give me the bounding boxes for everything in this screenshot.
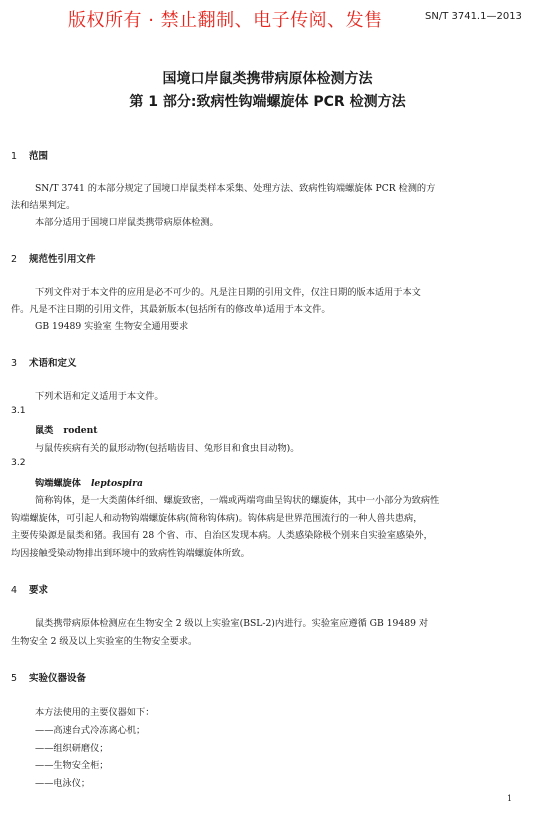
paragraph-line: SN/T 3741 的本部分规定了国境口岸鼠类样本采集、处理方法、致病性钩端螺旋体 PCR 检测的方: [35, 183, 436, 194]
copyright-watermark: 版权所有 · 禁止翻制、电子传阅、发售: [68, 10, 383, 31]
section-title: 规范性引用文件: [29, 254, 96, 265]
document-subtitle: 第 1 部分:致病性钩端螺旋体 PCR 检测方法: [129, 94, 406, 110]
term-zh: 鼠类: [35, 425, 54, 436]
term-rodent: [35, 422, 98, 436]
paragraph-line: 钩端螺旋体，可引起人和动物钩端螺旋体病(简称钩体病)。钩体病是世界范围流行的一种人兽共患病，: [11, 513, 423, 524]
list-item: ——组织研磨仪；: [35, 743, 109, 754]
normative-reference: GB 19489 实验室 生物安全通用要求: [35, 321, 189, 332]
section-2-heading: [11, 251, 96, 265]
section-title: 实验仪器设备: [29, 673, 87, 684]
standard-number: SN/T 3741.1—2013: [425, 11, 522, 22]
term-leptospira: [35, 475, 143, 489]
paragraph-line: 法和结果判定。: [11, 200, 76, 211]
paragraph-line: 本方法使用的主要仪器如下：: [35, 707, 155, 718]
section-4-heading: [11, 582, 48, 596]
paragraph-line: 鼠类携带病原体检测应在生物安全 2 级以上实验室(BSL-2)内进行。实验室应遵循 GB 19489 对: [35, 618, 429, 629]
paragraph-line: 下列文件对于本文件的应用是必不可少的。凡是注日期的引用文件，仅注日期的版本适用于本文: [35, 287, 421, 298]
term-definition: 与鼠传疾病有关的鼠形动物(包括啮齿目、兔形目和食虫目动物)。: [35, 443, 300, 454]
section-title: 范围: [29, 151, 49, 162]
section-3-heading: [11, 355, 77, 369]
paragraph-line: 均因接触受染动物排出到环境中的致病性钩端螺旋体所致。: [11, 548, 250, 559]
term-zh: 钩端螺旋体: [35, 478, 81, 489]
list-item: ——电泳仪；: [35, 778, 91, 789]
term-en: leptospira: [90, 478, 143, 489]
list-item: ——生物安全柜；: [35, 760, 109, 771]
paragraph-line: 本部分适用于国境口岸鼠类携带病原体检测。: [35, 217, 219, 228]
section-number: 5: [11, 673, 18, 684]
paragraph-line: 件。凡是不注日期的引用文件，其最新版本(包括所有的修改单)适用于本文件。: [11, 304, 331, 315]
section-1-heading: [11, 148, 48, 162]
clause-number: 3.2: [11, 457, 26, 468]
section-title: 术语和定义: [29, 358, 77, 369]
section-number: 4: [11, 585, 18, 596]
paragraph-line: 下列术语和定义适用于本文件。: [35, 391, 164, 402]
section-5-heading: [11, 670, 86, 684]
clause-number: 3.1: [11, 405, 26, 416]
paragraph-line: 简称钩体，是一大类菌体纤细、螺旋致密，一端或两端弯曲呈钩状的螺旋体，其中一小部分为致病性: [35, 495, 440, 506]
section-number: 3: [11, 358, 18, 369]
section-number: 1: [11, 151, 18, 162]
section-title: 要求: [29, 585, 49, 596]
list-item: ——高速台式冷冻离心机；: [35, 725, 146, 736]
paragraph-line: 主要传染源是鼠类和猪。我国有 28 个省、市、自治区发现本病。人类感染除极个别来自实验室感染外，: [11, 530, 433, 541]
page-number: 1: [507, 794, 513, 803]
term-en: rodent: [63, 425, 98, 436]
document-title: 国境口岸鼠类携带病原体检测方法: [162, 71, 373, 87]
paragraph-line: 生物安全 2 级及以上实验室的生物安全要求。: [11, 636, 198, 647]
section-number: 2: [11, 254, 18, 265]
